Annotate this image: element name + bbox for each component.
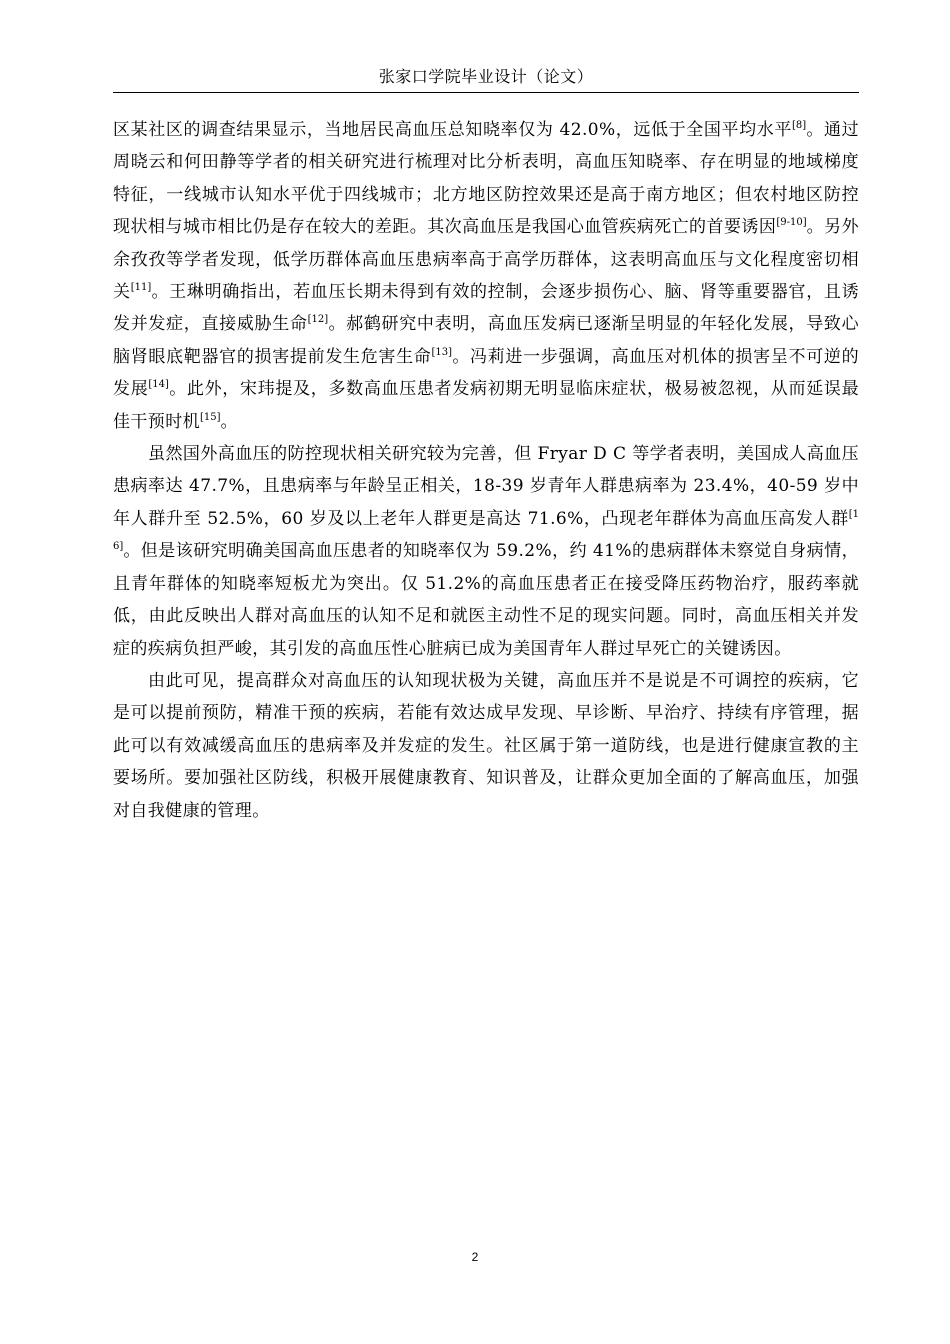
paragraph-text: 由此可见，提高群众对高血压的认知现状极为关键，高血压并不是说是不可调控的疾病，它是可以提前预防，精准干预的疾病，若能有效达成早发现、早诊断、早治疗、持续有序管理，据此可以有效减缓高血压的患病率及并发症的发生。社区属于第一道防线，也是进行健康宣教的主要场所。要加强社区防线，积极开展健康教育、知识普及，让群众更加全面的了解高血压，加强对自我健康的管理。: [113, 670, 859, 821]
body-text: [113, 114, 859, 827]
paragraph-text: 。但是该研究明确美国高血压患者的知晓率仅为 59.2%，约 41%的患病群体未察觉自身病情，且青年群体的知晓率短板尤为突出。仅 51.2%的高血压患者正在接受降压药物治疗，服药率就低，由此反映出人群对高血压的认知不足和就医主动性不足的现实问题。同时，高血压相关并发症的疾病负担严峻，其引发的高血压性心脏病已成为美国青年人群过早死亡的关键诱因。: [113, 541, 859, 659]
citation-ref: [9-10]: [776, 217, 807, 229]
paragraph-text: 区某社区的调查结果显示，当地居民高血压总知晓率仅为 42.0%，远低于全国平均水平: [113, 120, 792, 140]
citation-ref: [16]: [113, 508, 859, 553]
citation-ref: [12]: [307, 314, 329, 326]
citation-ref: [11]: [130, 282, 152, 294]
running-header: 张家口学院毕业设计（论文）: [378, 67, 594, 86]
header-rule: [113, 92, 859, 93]
paragraph-text: 。王琳明确指出，若血压长期未得到有效的控制，会逐步损伤心、脑、肾等重要器官，且诱发并发症，直接威胁生命: [113, 282, 860, 335]
citation-ref: [15]: [200, 411, 221, 423]
paragraph-text: 。此外，宋玮提及，多数高血压患者发病初期无明显临床症状，极易被忽视，从而延误最佳干预时机: [113, 379, 859, 432]
paragraph: [113, 438, 859, 665]
paragraph-text: 虽然国外高血压的防控现状相关研究较为完善，但 Fryar D C 等学者表明，美国成人高血压患病率达 47.7%，且患病率与年龄呈正相关，18-39 岁青年人群患病率为 23.4%，40-59 岁中年人群升至 52.5%，60 岁及以上老年人群更是高达 71.6%，凸现老年群体为高血压高发人群: [113, 444, 859, 529]
paragraph-text: 。通过周晓云和何田静等学者的相关研究进行梳理对比分析表明，高血压知晓率、存在明显的地域梯度特征，一线城市认知水平优于四线城市；北方地区防控效果还是高于南方地区；但农村地区防控现状相与城市相比仍是存在较大的差距。其次高血压是我国心血管疾病死亡的首要诱因: [113, 120, 860, 238]
paragraph: [113, 114, 859, 438]
citation-ref: [8]: [791, 120, 807, 131]
page-number: 2: [471, 1250, 479, 1264]
paragraph-text: 。另外余孜孜等学者发现，低学历群体高血压患病率高于高学历群体，这表明高血压与文化程度密切相关: [113, 217, 859, 303]
paragraph: [113, 665, 859, 827]
citation-ref: [13]: [431, 346, 453, 358]
paragraph-text: 。: [220, 411, 238, 432]
paragraph-text: 。郝鹤研究中表明，高血压发病已逐渐呈明显的年轻化发展，导致心脑肾眼底靶器官的损害提前发生危害生命: [113, 314, 859, 367]
citation-ref: [14]: [148, 379, 169, 391]
paragraph-text: 。冯莉进一步强调，高血压对机体的损害呈不可逆的发展: [113, 346, 859, 400]
